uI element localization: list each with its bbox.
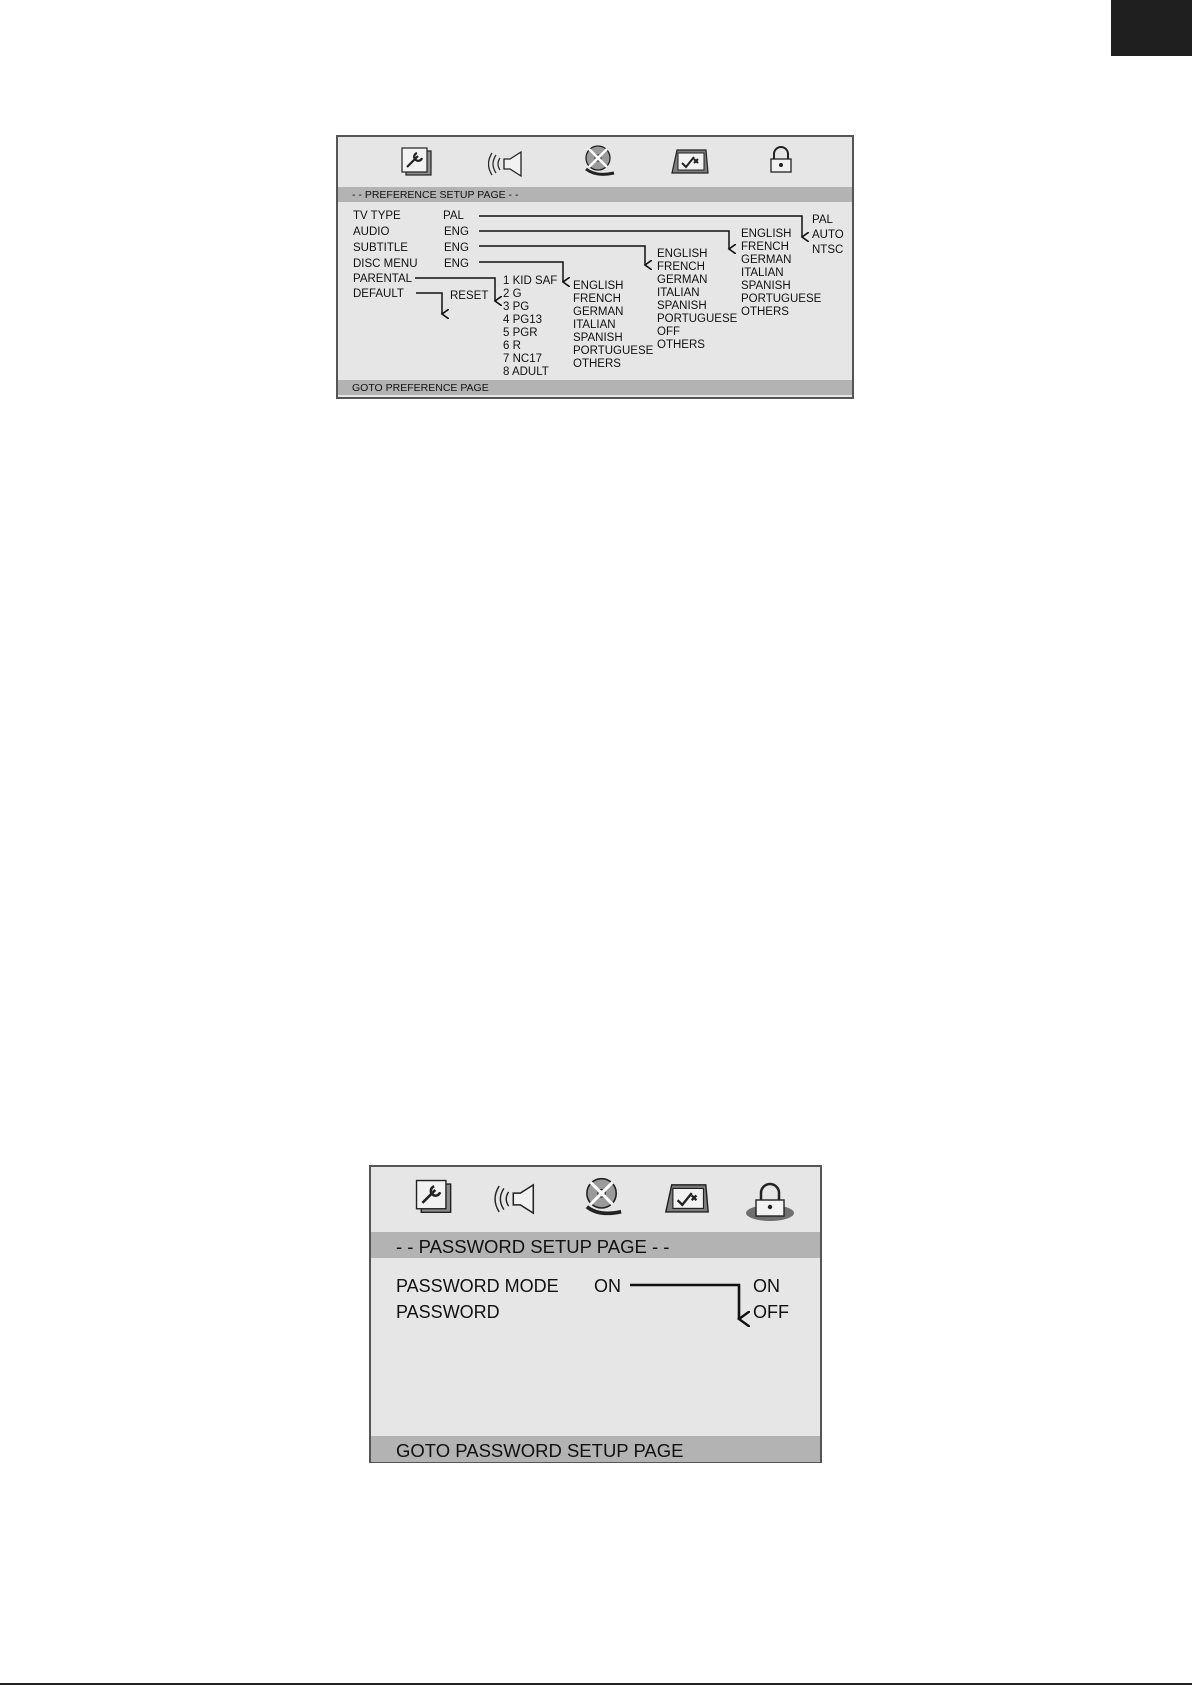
subtitle-option[interactable]: GERMAN: [657, 274, 708, 286]
setting-label-parental[interactable]: PARENTAL: [353, 273, 413, 285]
setting-label-subtitle[interactable]: SUBTITLE: [353, 242, 408, 254]
setting-label-disc-menu[interactable]: DISC MENU: [353, 258, 418, 270]
parental-option[interactable]: 8 ADULT: [503, 366, 549, 378]
parental-option[interactable]: 1 KID SAF: [503, 275, 558, 287]
parental-option[interactable]: 7 NC17: [503, 353, 542, 365]
audio-option[interactable]: SPANISH: [741, 280, 791, 292]
password-setup-screen: [369, 1165, 822, 1463]
page-title: - - PREFERENCE SETUP PAGE - -: [352, 189, 519, 201]
setting-value-tv-type: PAL: [443, 210, 464, 222]
parental-option[interactable]: 6 R: [503, 340, 521, 352]
tv-type-option[interactable]: AUTO: [812, 229, 844, 241]
subtitle-option[interactable]: ENGLISH: [657, 248, 708, 260]
audio-option[interactable]: GERMAN: [741, 254, 792, 266]
setting-label-password-mode[interactable]: PASSWORD MODE: [396, 1276, 559, 1296]
subtitle-option[interactable]: PORTUGUESE: [657, 313, 738, 325]
setting-value-subtitle: ENG: [444, 242, 469, 254]
parental-option[interactable]: 3 PG: [503, 301, 530, 313]
parental-option[interactable]: 2 G: [503, 288, 522, 300]
disc-menu-option[interactable]: ENGLISH: [573, 280, 624, 292]
video-setup-icon[interactable]: [579, 1175, 629, 1224]
setting-label-password[interactable]: PASSWORD: [396, 1302, 500, 1322]
preference-setup-icon[interactable]: [661, 1179, 713, 1224]
setting-label-tv-type[interactable]: TV TYPE: [353, 210, 401, 222]
tv-type-option[interactable]: PAL: [812, 214, 833, 226]
setting-label-audio[interactable]: AUDIO: [353, 226, 390, 238]
password-setup-icon[interactable]: [744, 1179, 796, 1228]
password-mode-option[interactable]: OFF: [753, 1302, 789, 1322]
subtitle-option[interactable]: OFF: [657, 326, 680, 338]
subtitle-option[interactable]: FRENCH: [657, 261, 705, 273]
audio-setup-icon[interactable]: [488, 147, 528, 186]
disc-menu-option[interactable]: PORTUGUESE: [573, 345, 654, 357]
setting-value-disc-menu: ENG: [444, 258, 469, 270]
subtitle-arrow: [479, 246, 645, 265]
video-setup-icon[interactable]: [580, 143, 620, 184]
footer-bar: [371, 1436, 820, 1462]
disc-menu-option[interactable]: GERMAN: [573, 306, 624, 318]
audio-option[interactable]: ITALIAN: [741, 267, 784, 279]
parental-option[interactable]: 4 PG13: [503, 314, 542, 326]
setting-value-audio: ENG: [444, 226, 469, 238]
audio-arrow: [479, 231, 729, 249]
disc-menu-option[interactable]: OTHERS: [573, 358, 621, 370]
default-option-reset[interactable]: RESET: [450, 290, 489, 302]
default-arrow: [416, 293, 442, 314]
footer-hint: GOTO PREFERENCE PAGE: [352, 382, 489, 394]
tv-type-option[interactable]: NTSC: [812, 244, 844, 256]
setting-label-default[interactable]: DEFAULT: [353, 288, 404, 300]
preference-setup-screen: [336, 135, 854, 399]
disc-menu-option[interactable]: SPANISH: [573, 332, 623, 344]
page-title-bar: [338, 187, 852, 202]
audio-option[interactable]: OTHERS: [741, 306, 789, 318]
parental-option[interactable]: 5 PGR: [503, 327, 538, 339]
audio-option[interactable]: PORTUGUESE: [741, 293, 822, 305]
setting-value-password-mode: ON: [594, 1276, 621, 1296]
audio-setup-icon[interactable]: [493, 1179, 543, 1224]
general-setup-icon[interactable]: [408, 1177, 458, 1222]
password-mode-option[interactable]: ON: [753, 1276, 780, 1296]
subtitle-option[interactable]: ITALIAN: [657, 287, 700, 299]
page-title-bar: [371, 1232, 820, 1258]
footer-bar: [338, 380, 852, 395]
subtitle-option[interactable]: OTHERS: [657, 339, 705, 351]
footer-hint: GOTO PASSWORD SETUP PAGE: [396, 1440, 684, 1461]
general-setup-icon[interactable]: [396, 145, 436, 184]
page-title: - - PASSWORD SETUP PAGE - -: [396, 1236, 670, 1257]
password-mode-arrow: [630, 1285, 739, 1319]
audio-option[interactable]: ENGLISH: [741, 228, 792, 240]
page-corner-tab: [1111, 0, 1192, 56]
disc-menu-option[interactable]: FRENCH: [573, 293, 621, 305]
disc-menu-option[interactable]: ITALIAN: [573, 319, 616, 331]
subtitle-option[interactable]: SPANISH: [657, 300, 707, 312]
preference-setup-icon[interactable]: [668, 145, 712, 184]
password-setup-icon[interactable]: [766, 145, 796, 182]
audio-option[interactable]: FRENCH: [741, 241, 789, 253]
